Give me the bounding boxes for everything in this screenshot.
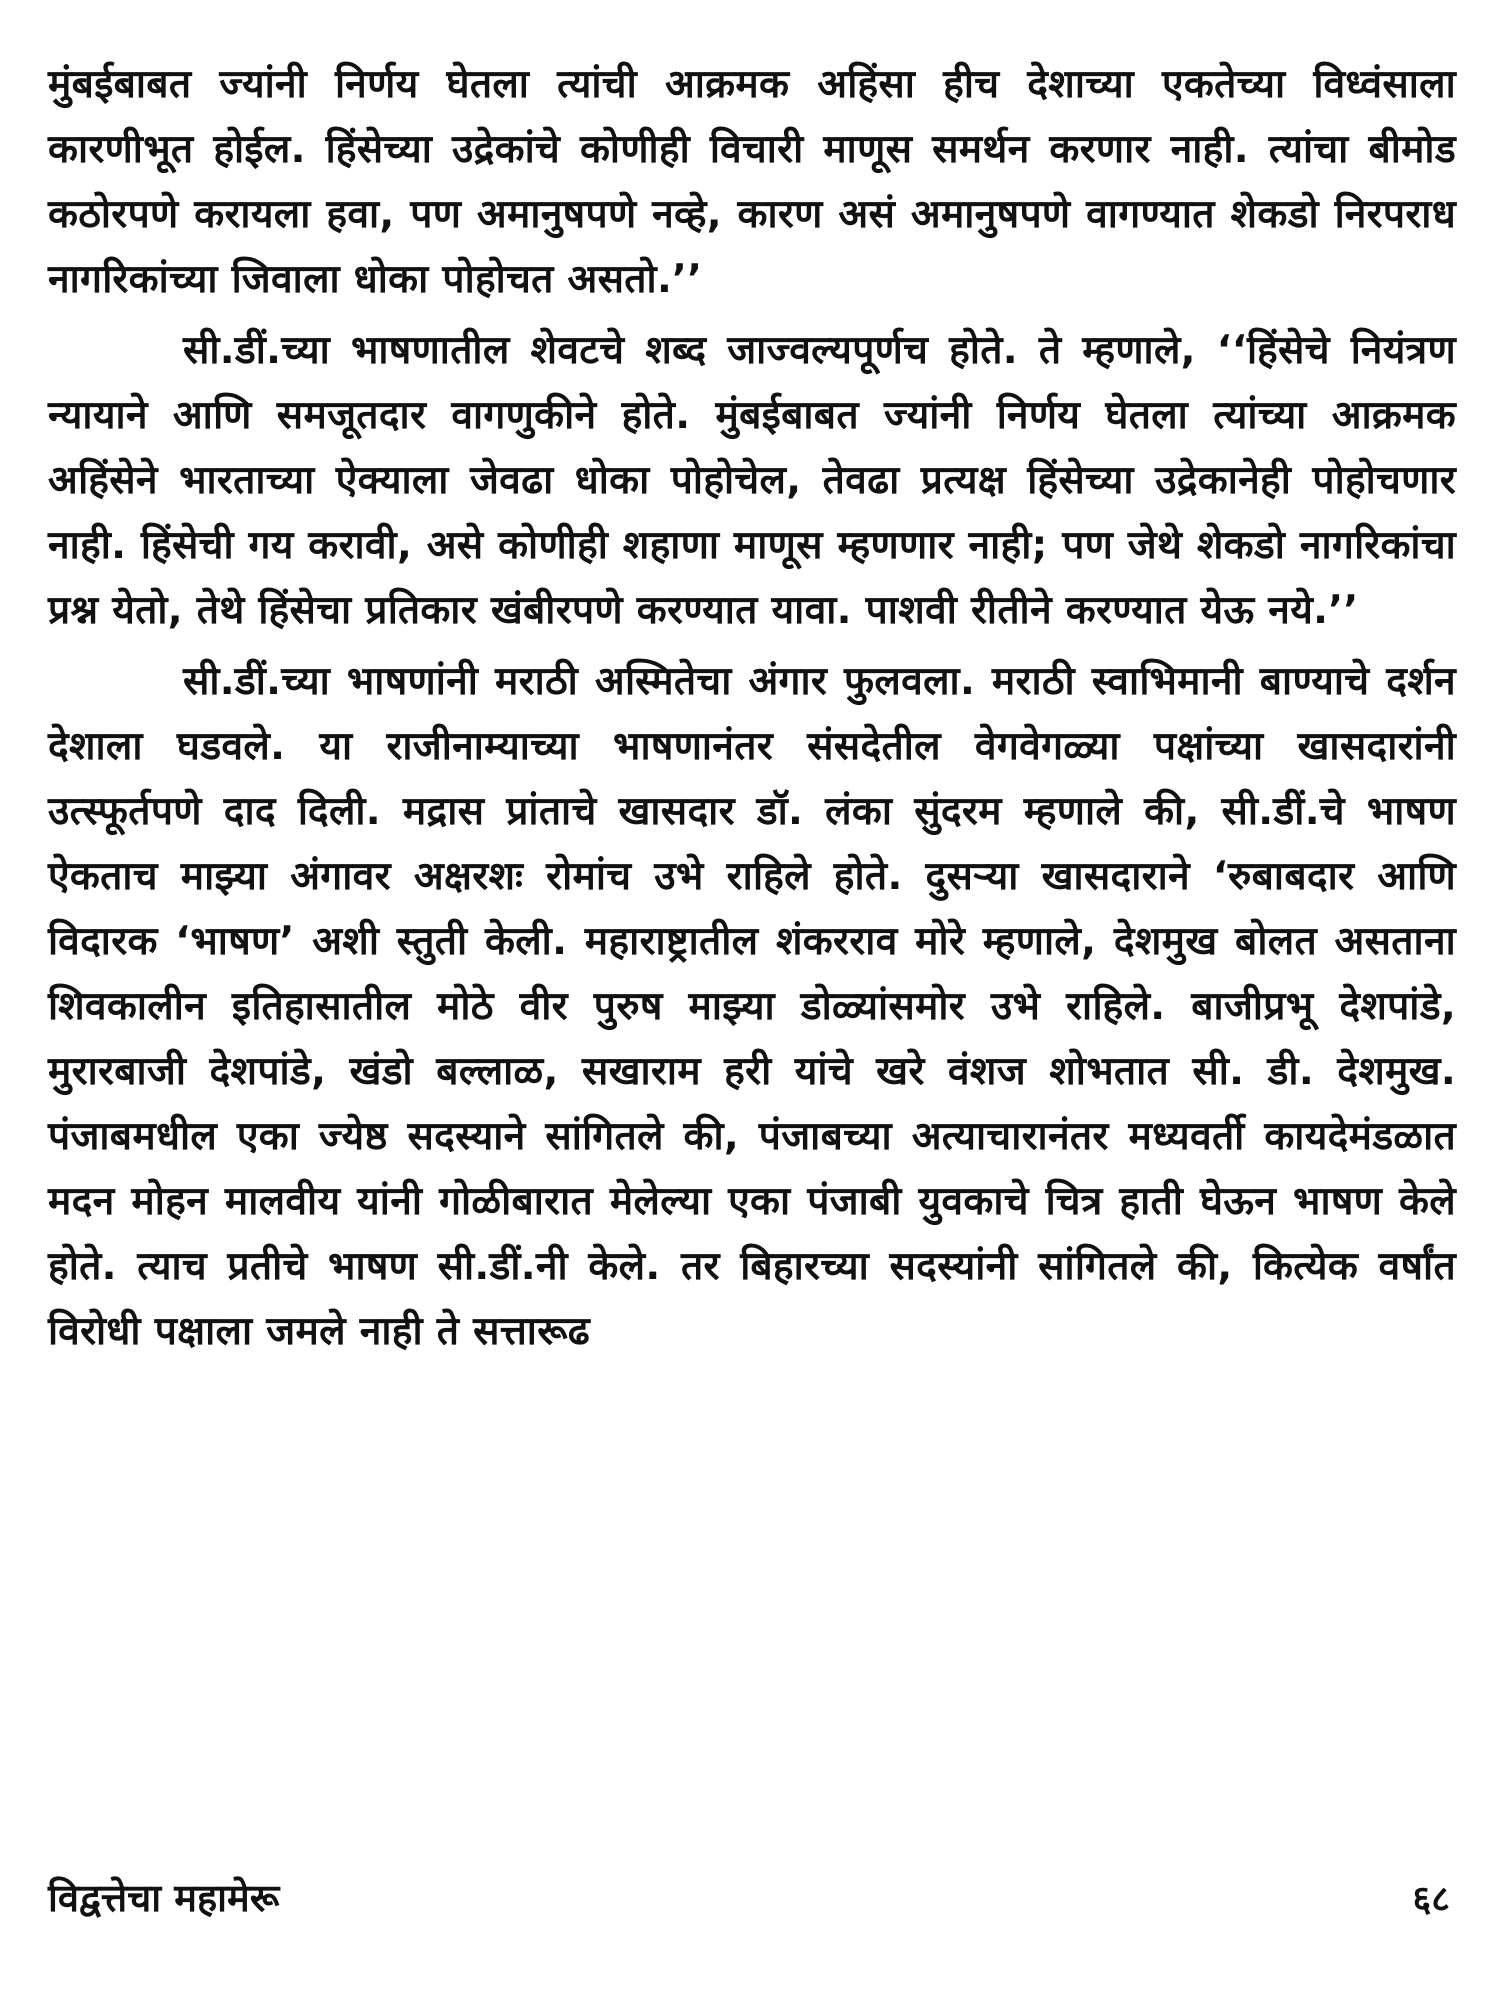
body-text: [48, 52, 1456, 1364]
page-number: ६८: [1412, 1878, 1450, 1920]
paragraph-3: सी.डीं.च्या भाषणांनी मराठी अस्मितेचा अंगार फुलवला. मराठी स्वाभिमानी बाण्याचे दर्शन देशाला घडवले. या राजीनाम्याच्या भाषणानंतर संसदेतील वेगवेगळ्या पक्षांच्या खासदारांनी उत्स्फूर्तपणे दाद दिली. मद्रास प्रांताचे खासदार डॉ. लंका सुंदरम म्हणाले की, सी.डीं.चे भाषण ऐकताच माझ्या अंगावर अक्षरशः रोमांच उभे राहिले होते. दुसऱ्या खासदाराने ‘रुबाबदार आणि विदारक ‘भाषण’ अशी स्तुती केली. महाराष्ट्रातील शंकरराव मोरे म्हणाले, देशमुख बोलत असताना शिवकालीन इतिहासातील मोठे वीर पुरुष माझ्या डोळ्यांसमोर उभे राहिले. बाजीप्रभू देशपांडे, मुरारबाजी देशपांडे, खंडो बल्लाळ, सखाराम हरी यांचे खरे वंशज शोभतात सी. डी. देशमुख. पंजाबमधील एका ज्येष्ठ सदस्याने सांगितले की, पंजाबच्या अत्याचारानंतर मध्यवर्ती कायदेमंडळात मदन मोहन मालवीय यांनी गोळीबारात मेलेल्या एका पंजाबी युवकाचे चित्र हाती घेऊन भाषण केले होते. त्याच प्रतीचे भाषण सी.डीं.नी केले. तर बिहारच्या सदस्यांनी सांगितले की, कित्येक वर्षांत विरोधी पक्षाला जमले नाही ते सत्तारूढ: [48, 659, 1456, 1354]
document-page: [48, 52, 1456, 1932]
page-footer: [48, 1872, 1456, 1922]
paragraph-1: मुंबईबाबत ज्यांनी निर्णय घेतला त्यांची आक्रमक अहिंसा हीच देशाच्या एकतेच्या विध्वंसाला कारणीभूत होईल. हिंसेच्या उद्रेकांचे कोणीही विचारी माणूस समर्थन करणार नाही. त्यांचा बीमोड कठोरपणे करायला हवा, पण अमानुषपणे नव्हे, कारण असं अमानुषपणे वागण्यात शेकडो निरपराध नागरिकांच्या जिवाला धोका पोहोचत असतो.’’: [48, 62, 1456, 302]
paragraph-2: सी.डीं.च्या भाषणातील शेवटचे शब्द जाज्वल्यपूर्णच होते. ते म्हणाले, ‘‘हिंसेचे नियंत्रण न्यायाने आणि समजूतदार वागणुकीने होते. मुंबईबाबत ज्यांनी निर्णय घेतला त्यांच्या आक्रमक अहिंसेने भारताच्या ऐक्याला जेवढा धोका पोहोचेल, तेवढा प्रत्यक्ष हिंसेच्या उद्रेकानेही पोहोचणार नाही. हिंसेची गय करावी, असे कोणीही शहाणा माणूस म्हणणार नाही; पण जेथे शेकडो नागरिकांचा प्रश्न येतो, तेथे हिंसेचा प्रतिकार खंबीरपणे करण्यात यावा. पाशवी रीतीने करण्यात येऊ नये.’’: [48, 328, 1456, 633]
book-title: विद्वत्तेचा महामेरू: [48, 1876, 280, 1920]
